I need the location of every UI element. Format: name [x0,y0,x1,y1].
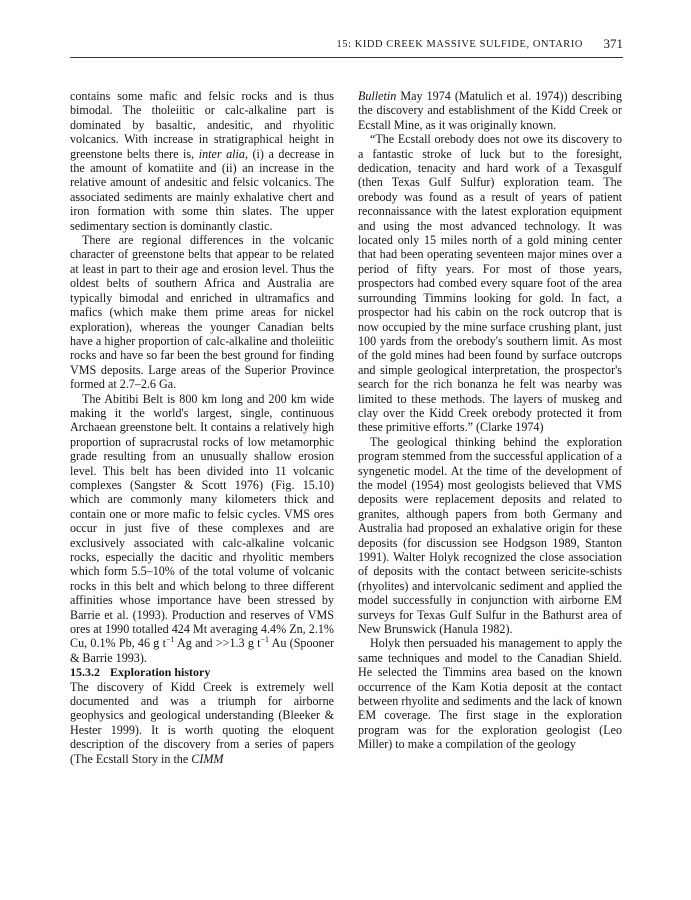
text-run: The discovery of Kidd Creek is extremely well documented and was a triumph for airborne geophysics and geological understanding (Bleeker & Hester 1999). It is worth quoting the eloquent description of the discovery from a series of papers (The Ecstall Story in the [70,679,334,766]
paragraph [70,89,334,233]
paragraph: There are regional differences in the volcanic character of greenstone belts that appear to be related at least in part to their age and erosion level. Thus the oldest belts of southern Africa and Australia are typically bimodal and enriched in ultramafics and mafics (which make them prime areas for nickel exploration), whereas the younger Canadian belts have a higher proportion of calc-alkaline and tholeiitic rocks and have so far been the best ground for finding VMS deposits. Large areas of the Superior Province formed at 2.7–2.6 Ga. [70,233,334,392]
paragraph: The geological thinking behind the exploration program stemmed from the successful application of a syngenetic model. At the time of the development of the model (1954) most geologists believed that VMS deposits were replacement deposits and related to granites, although papers from both Germany and Australia had proposed an exhalative origin for these deposits (for discussion see Hodgson 1989, Stanton 1991). Walter Holyk recognized the close association of deposits with the contact between sericite-schists (rhyolites) and intervolcanic sediment and applied the model successfully in conjunction with airborne EM surveys for Texas Gulf Sulfur in the Bathurst area of New Brunswick (Hanula 1982). [358,434,622,637]
left-column [70,89,334,849]
italic-text: inter alia [198,146,245,161]
superscript: −1 [165,635,175,645]
text-run: Au (Spooner & Barrie 1993). [70,636,335,665]
paragraph [70,680,334,766]
paragraph: Holyk then persuaded his management to apply the same techniques and model to the Canadian Shield. He selected the Timmins area based on the known occurrence of the Kam Kotia deposit at the contact between rhyolite and sediments and the lack of known EM coverage. The first stage in the exploration program was for the exploration geologist (Leo Miller) to make a compilation of the geology [358,636,622,752]
text-run: Ag and >>1.3 g t [174,636,261,651]
page-header [70,36,623,56]
text-run: The Abitibi Belt is 800 km long and 200 km wide making it the world's largest, single, continuous Archaean greenstone belt. It contains a relatively high proportion of supracrustal rocks of low metamorphic grade resulting from an unusually shallow erosion level. This belt has been divided into 11 volcanic complexes (Sangster & Scott 1976) (Fig. 15.10) which are commonly many kilometers thick and contain one or more mafic to felsic cycles. VMS ores occur in just five of these complexes and are exclusively associated with calc-alkaline volcanic rocks, especially the dacitic and rhyolitic members which form 5.5–10% of the total volume of volcanic rocks in this belt and which belong to three different affinities whose importance have been stressed by Barrie et al. (1993). Production and reserves of VMS ores at 1990 totalled 424 Mt averaging 4.4% Zn, 2.1% Cu, 0.1% Pb, 46 g t [70,391,334,651]
section-title: Exploration history [110,665,211,680]
header-rule [70,57,623,58]
running-title: 15: KIDD CREEK MASSIVE SULFIDE, ONTARIO [336,39,583,50]
superscript: −1 [260,635,270,645]
quotation-paragraph: “The Ecstall orebody does not owe its discovery to a fantastic stroke of luck but to the foresight, dedication, tenacity and hard work of a Texasgulf (then Texas Gulf Sulfur) exploration team. The orebody was found as a result of years of patient reconnaissance with the latest exploration equipment and using the most advanced technology. It was located only 15 miles north of a gold mining center that had been operating seventeen major mines over a period of fifty years. For most of those years, prospectors had combed every square foot of the area surrounding Timmins looking for gold. In fact, a prospector had his cabin on the rock outcrop that is now occupied by the mine surface crushing plant, just 100 yards from the orebody's southern limit. As most of the gold mines had been found by surface outcrops and simple geological interpretation, the prospector's search for the rich bonanza he felt was nearby was limited to these methods. The layers of muskeg and clay over the Kidd Creek orebody protected it from these primitive efforts.” (Clarke 1974) [358,132,622,435]
text-run: contains some mafic and felsic rocks and is thus bimodal. The tholeiitic or calc-alkaline part is dominated by basaltic, andesitic, and rhyolitic volcanics. With increase in stratigraphical height in greenstone belts there is, [70,89,334,161]
section-heading [70,665,334,679]
paragraph [70,392,334,666]
page-number: 371 [603,36,623,51]
text-run: May 1974 (Matulich et al. 1974)) describing the discovery and establishment of the Kidd Creek or Ecstall Mine, as it was originally known. [358,89,622,132]
italic-text: CIMM [191,751,224,766]
paragraph [358,89,622,132]
right-column [358,89,622,849]
italic-text: Bulletin [358,89,397,103]
text-run: , (i) a decrease in the amount of komatiite and (ii) an increase in the relative amount of andesitic and felsic volcanics. The associated sediments are mainly exhalative chert and iron formation with some thin slates. The upper sedimentary section is dominantly clastic. [70,146,334,233]
section-number: 15.3.2 [70,665,100,680]
